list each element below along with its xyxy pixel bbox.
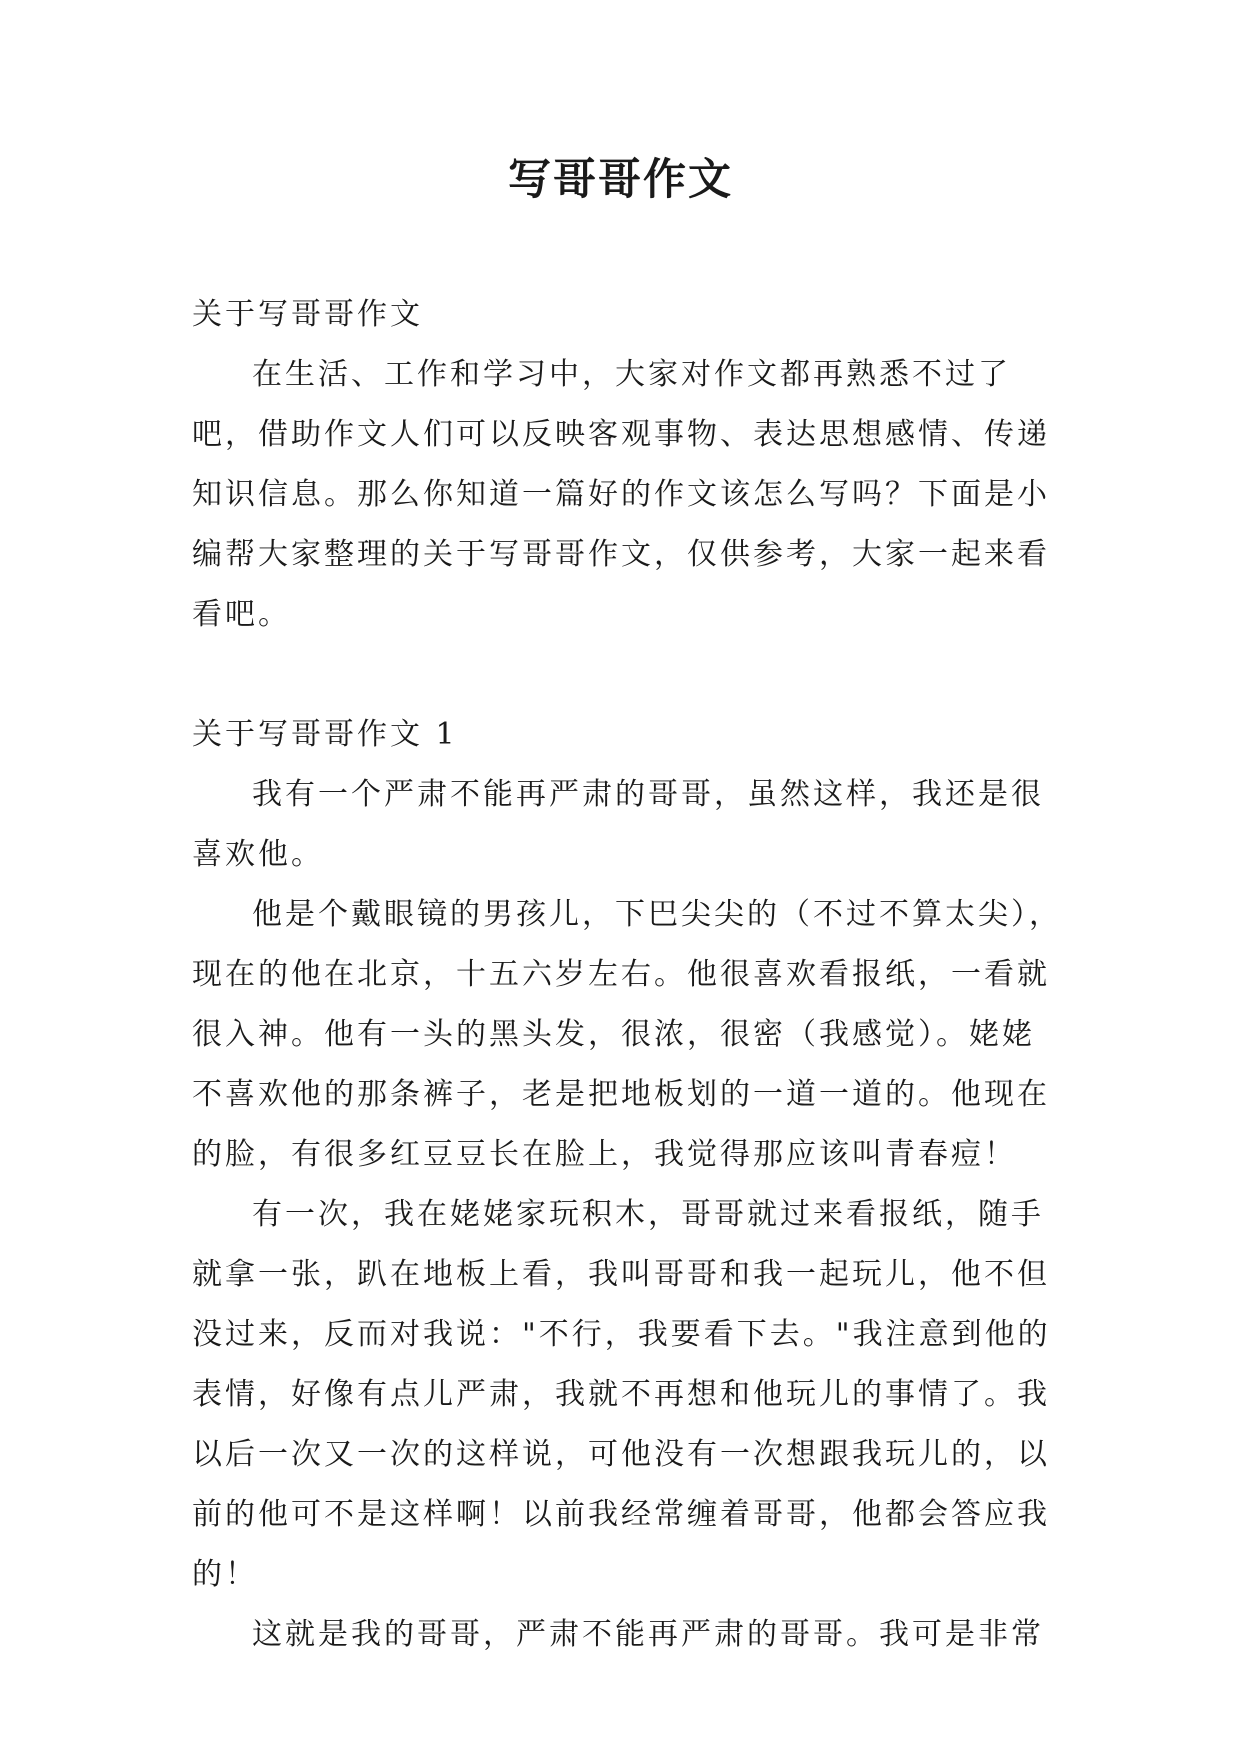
section1-paragraph: 他是个戴眼镜的男孩儿，下巴尖尖的（不过不算太尖），现在的他在北京，十五六岁左右。他很喜欢看报纸，一看就很入神。他有一头的黑头发，很浓，很密（我感觉）。姥姥不喜欢他的那条裤子，老是把地板划的一道一道的。他现在的脸，有很多红豆豆长在脸上，我觉得那应该叫青春痘！ [192,897,1062,1172]
section-spacer [192,645,1062,705]
section1-paragraph: 有一次，我在姥姥家玩积木，哥哥就过来看报纸，随手就拿一张，趴在地板上看，我叫哥哥和我一起玩儿，他不但没过来，反而对我说："不行，我要看下去。"我注意到他的表情，好像有点儿严肃，我就不再想和他玩儿的事情了。我以后一次又一次的这样说，可他没有一次想跟我玩儿的，以前的他可不是这样啊！以前我经常缠着哥哥，他都会答应我的！ [192,1197,1051,1592]
intro-heading: 关于写哥哥作文 [192,297,423,332]
section1-paragraph: 这就是我的哥哥，严肃不能再严肃的哥哥。我可是非常 [252,1617,1044,1652]
intro-paragraph: 在生活、工作和学习中，大家对作文都再熟悉不过了吧，借助作文人们可以反映客观事物、表达思想感情、传递知识信息。那么你知道一篇好的作文该怎么写吗？下面是小编帮大家整理的关于写哥哥作文，仅供参考，大家一起来看看吧。 [192,357,1050,632]
document-title: 写哥哥作文 [508,155,733,205]
section1-heading: 关于写哥哥作文 1 [192,717,458,752]
section1-paragraph: 我有一个严肃不能再严肃的哥哥，虽然这样，我还是很喜欢他。 [192,777,1044,872]
document-body [192,285,1062,1665]
